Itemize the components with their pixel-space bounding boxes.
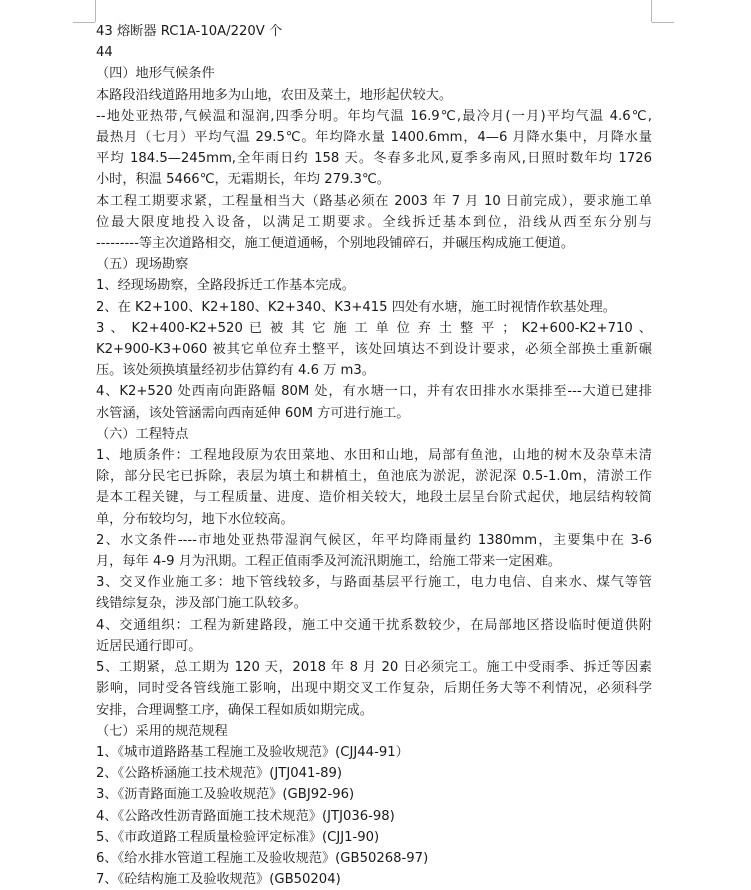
text-line: 线错综复杂，涉及部门施工队较多。	[96, 596, 307, 612]
text-line: 2、水文条件----市地处亚热带湿润气候区，年平均降雨量约 1380mm，主要集中在 3-6	[96, 532, 652, 548]
text-line: --地处亚热带,气候温和湿润,四季分明。年均气温 16.9℃,最冷月(一月)平均气温 4.6℃,	[96, 108, 652, 124]
text-line: 安排，合理调整工序，确保工程如质如期完成。	[96, 702, 373, 718]
text-line: 1、《城市道路路基工程施工及验收规范》(CJJ44-91）	[96, 744, 409, 760]
text-line: 4、《公路改性沥青路面施工技术规范》(JTJ036-98)	[96, 808, 395, 824]
text-line: 是本工程关键，与工程质量、进度、造价相关较大，地段土层呈台阶式起伏，地层结构较简	[96, 490, 652, 506]
page-corner-mark-left	[95, 0, 96, 22]
page-corner-mark-left-h	[73, 22, 95, 23]
text-line: 4、K2+520 处西南向距路幅 80M 处，有水塘一口，并有农田排水水渠排至---大道已建排	[96, 384, 652, 400]
document-body	[96, 21, 652, 890]
text-line: 6、《给水排水管道工程施工及验收规范》(GB50268-97)	[96, 850, 429, 866]
page-corner-mark-right-h	[652, 22, 674, 23]
text-line: 位最大限度地投入设备，以满足工期要求。全线拆迁基本到位，沿线从西至东分别与	[96, 214, 652, 230]
text-line: 单，分布较均匀，地下水位较高。	[96, 511, 294, 527]
text-line: 除，部分民宅已拆除，表层为填土和耕植土，鱼池底为淤泥，淤泥深 0.5-1.0m，清淤工作	[96, 469, 652, 485]
text-line: ---------等主次道路相交，施工便道通畅，个别地段铺碎石，并碾压构成施工便道。	[96, 236, 575, 252]
text-line: 3、交叉作业施工多：地下管线较多，与路面基层平行施工，电力电信、自来水、煤气等管	[96, 575, 652, 591]
page-corner-mark-right	[651, 0, 652, 22]
text-line: （四）地形气候条件	[96, 66, 215, 82]
text-line: 44	[96, 45, 113, 61]
text-line: 2、《公路桥涵施工技术规范》(JTJ041-89)	[96, 766, 343, 782]
text-line: 压。该处须换填量经初步估算约有 4.6 万 m3。	[96, 363, 375, 379]
text-line: 最热月（七月）平均气温 29.5℃。年均降水量 1400.6mm，4—6 月降水集中，月降水量	[96, 130, 652, 146]
text-line: 2、在 K2+100、K2+180、K2+340、K3+415 四处有水塘，施工时视情作软基处理。	[96, 299, 616, 315]
text-line: 5、工期紧，总工期为 120 天，2018 年 8 月 20 日必须完工。施工中受雨季、拆迁等因素	[96, 660, 652, 676]
text-line: 平均 184.5—245mm,全年雨日约 158 天。冬春多北风,夏季多南风,日照时数年均 1726	[96, 151, 652, 167]
text-line: （七）采用的规范规程	[96, 723, 228, 739]
text-line: K2+900-K3+060 被其它单位弃土整平，该处回填达不到设计要求，必须全部换土重新碾	[96, 342, 652, 358]
text-line: 影响，同时受各管线施工影响，出现中期交叉工作复杂，后期任务大等不利情况，必须科学	[96, 681, 652, 697]
text-line: 水管涵，该处管涵需向西南延伸 60M 方可进行施工。	[96, 405, 410, 421]
text-line: （六）工程特点	[96, 426, 189, 442]
text-line: 月，每年 4-9 月为汛期。工程正值雨季及河流汛期施工，给施工带来一定困难。	[96, 554, 562, 570]
text-line: 1、地质条件：工程地段原为农田菜地、水田和山地，局部有鱼池，山地的树木及杂草未清	[96, 448, 652, 464]
text-line: 3、《沥青路面施工及验收规范》(GBJ92-96)	[96, 787, 355, 803]
text-line: 4、交通组织：工程为新建路段，施工中交通干扰系数较少，在局部地区搭设临时便道供附	[96, 617, 652, 633]
text-line: 近居民通行即可。	[96, 638, 202, 654]
text-line: （五）现场勘察	[96, 257, 189, 273]
text-line: 3 、 K2+400-K2+520 已 被 其 它 施 工 单 位 弃 土 整 平 ； K2+600-K2+710 、	[96, 320, 652, 336]
text-line: 7、《砼结构施工及验收规范》(GB50204)	[96, 872, 341, 888]
text-line: 1、经现场勘察，全路段拆迁工作基本完成。	[96, 278, 355, 294]
text-line: 5、《市政道路工程质量检验评定标准》(CJJ1-90)	[96, 829, 380, 845]
text-line: 小时，积温 5466℃，无霜期长，年均 279.3℃。	[96, 172, 390, 188]
text-line: 本工程工期要求紧，工程量相当大（路基必须在 2003 年 7 月 10 日前完成），要求施工单	[96, 193, 652, 209]
text-line: 本路段沿线道路用地多为山地，农田及菜土，地形起伏较大。	[96, 87, 453, 103]
text-line: 43 熔断器 RC1A-10A/220V 个	[96, 24, 283, 39]
